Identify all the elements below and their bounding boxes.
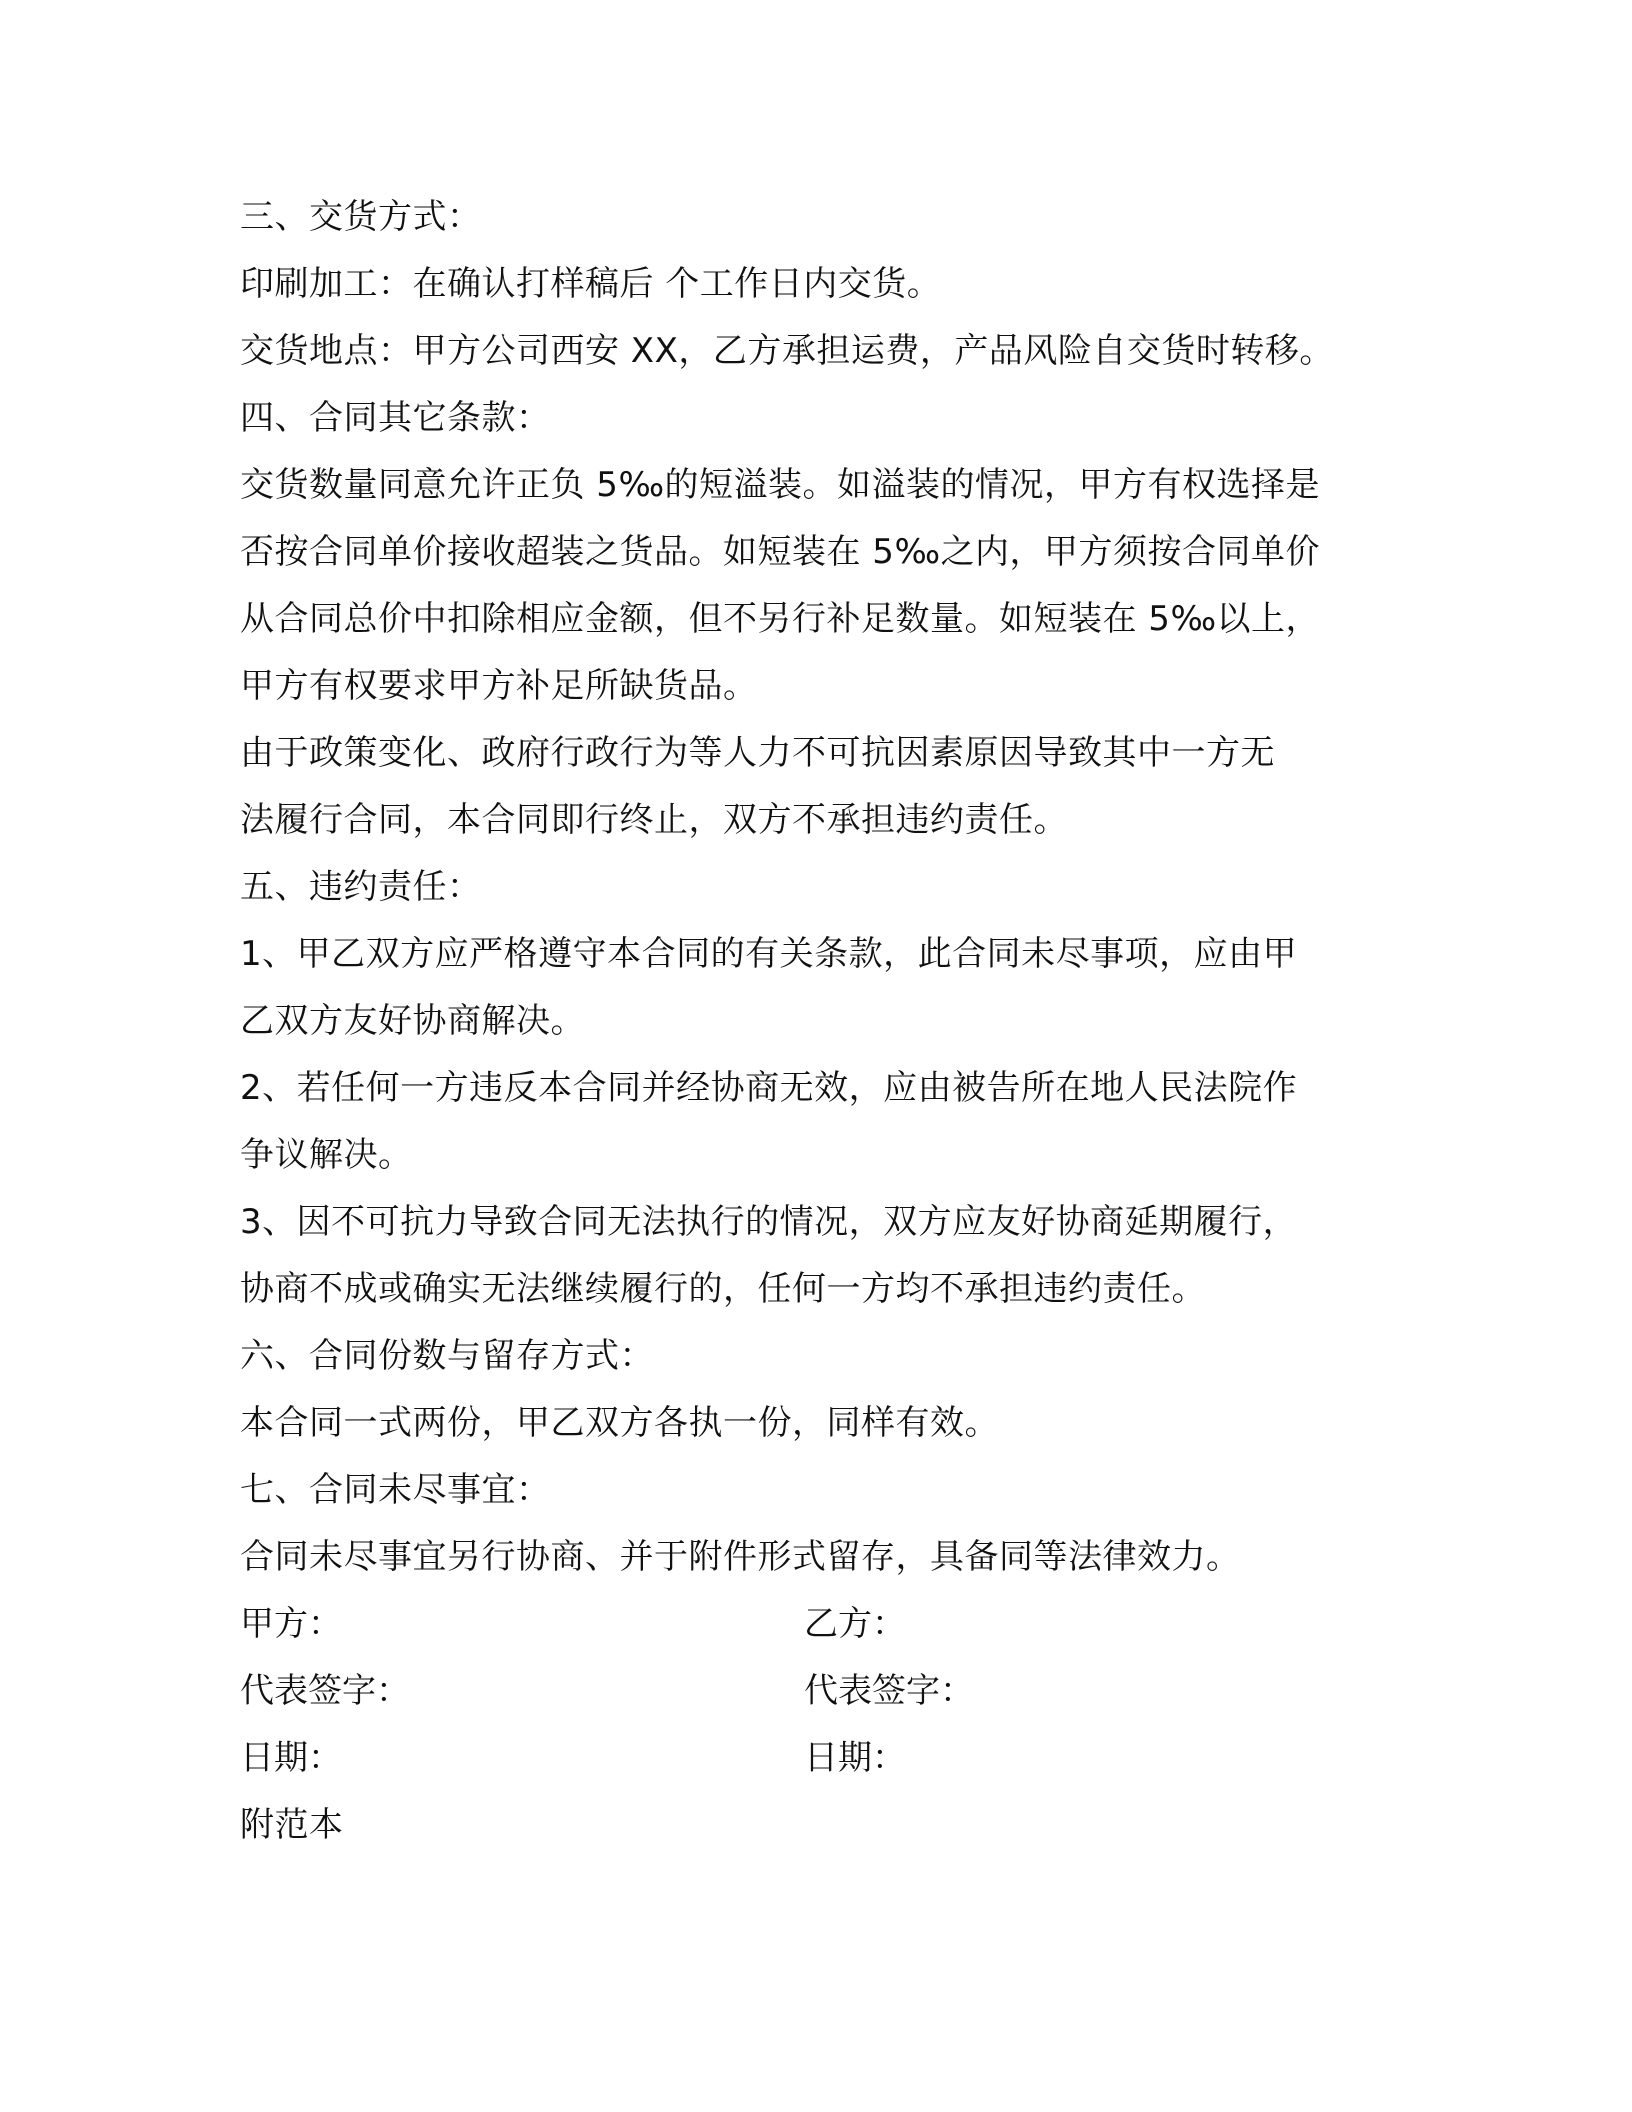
paragraph-line: 否按合同单价接收超装之货品。如短装在 5‰之内，甲方须按合同单价 <box>240 532 1321 572</box>
section-6-heading: 六、合同份数与留存方式： <box>240 1336 654 1376</box>
clause-line: 2、若任何一方违反本合同并经协商无效，应由被告所在地人民法院作 <box>240 1068 1298 1108</box>
clause-line: 协商不成或确实无法继续履行的，任何一方均不承担违约责任。 <box>240 1269 1206 1309</box>
party-b-label: 乙方： <box>804 1604 906 1644</box>
clause-line: 乙双方友好协商解决。 <box>240 1001 585 1041</box>
paragraph-line: 交货数量同意允许正负 5‰的短溢装。如溢装的情况，甲方有权选择是 <box>240 465 1321 505</box>
signature-party-row <box>240 1591 1400 1658</box>
paragraph-line: 法履行合同，本合同即行终止，双方不承担违约责任。 <box>240 800 1068 840</box>
clause-line: 争议解决。 <box>240 1135 413 1175</box>
section-4-heading: 四、合同其它条款： <box>240 398 551 438</box>
document-page <box>240 184 1400 1859</box>
delivery-location-line: 交货地点：甲方公司西安 XX，乙方承担运费，产品风险自交货时转移。 <box>240 331 1334 371</box>
paragraph-line: 由于政策变化、政府行政行为等人力不可抗因素原因导致其中一方无 <box>240 733 1275 773</box>
clause-line: 3、因不可抗力导致合同无法执行的情况，双方应友好协商延期履行， <box>240 1202 1298 1242</box>
party-a-date-label: 日期： <box>240 1738 342 1778</box>
print-processing-line: 印刷加工：在确认打样稿后 个工作日内交货。 <box>240 264 942 304</box>
paragraph-line: 合同未尽事宜另行协商、并于附件形式留存，具备同等法律效力。 <box>240 1537 1241 1577</box>
section-3-heading: 三、交货方式： <box>240 197 482 237</box>
party-a-label: 甲方： <box>240 1604 342 1644</box>
section-7-heading: 七、合同未尽事宜： <box>240 1470 551 1510</box>
appendix-label: 附范本 <box>240 1805 344 1845</box>
paragraph-line: 从合同总价中扣除相应金额，但不另行补足数量。如短装在 5‰以上， <box>240 599 1321 639</box>
party-b-date-label: 日期： <box>804 1738 906 1778</box>
signature-date-row <box>240 1725 1400 1792</box>
clause-line: 1、甲乙双方应严格遵守本合同的有关条款，此合同未尽事项，应由甲 <box>240 934 1298 974</box>
paragraph-line: 甲方有权要求甲方补足所缺货品。 <box>240 666 758 706</box>
section-5-heading: 五、违约责任： <box>240 867 482 907</box>
party-b-rep-label: 代表签字： <box>804 1671 974 1711</box>
paragraph-line: 本合同一式两份，甲乙双方各执一份，同样有效。 <box>240 1403 999 1443</box>
party-a-rep-label: 代表签字： <box>240 1671 410 1711</box>
signature-rep-row <box>240 1658 1400 1725</box>
